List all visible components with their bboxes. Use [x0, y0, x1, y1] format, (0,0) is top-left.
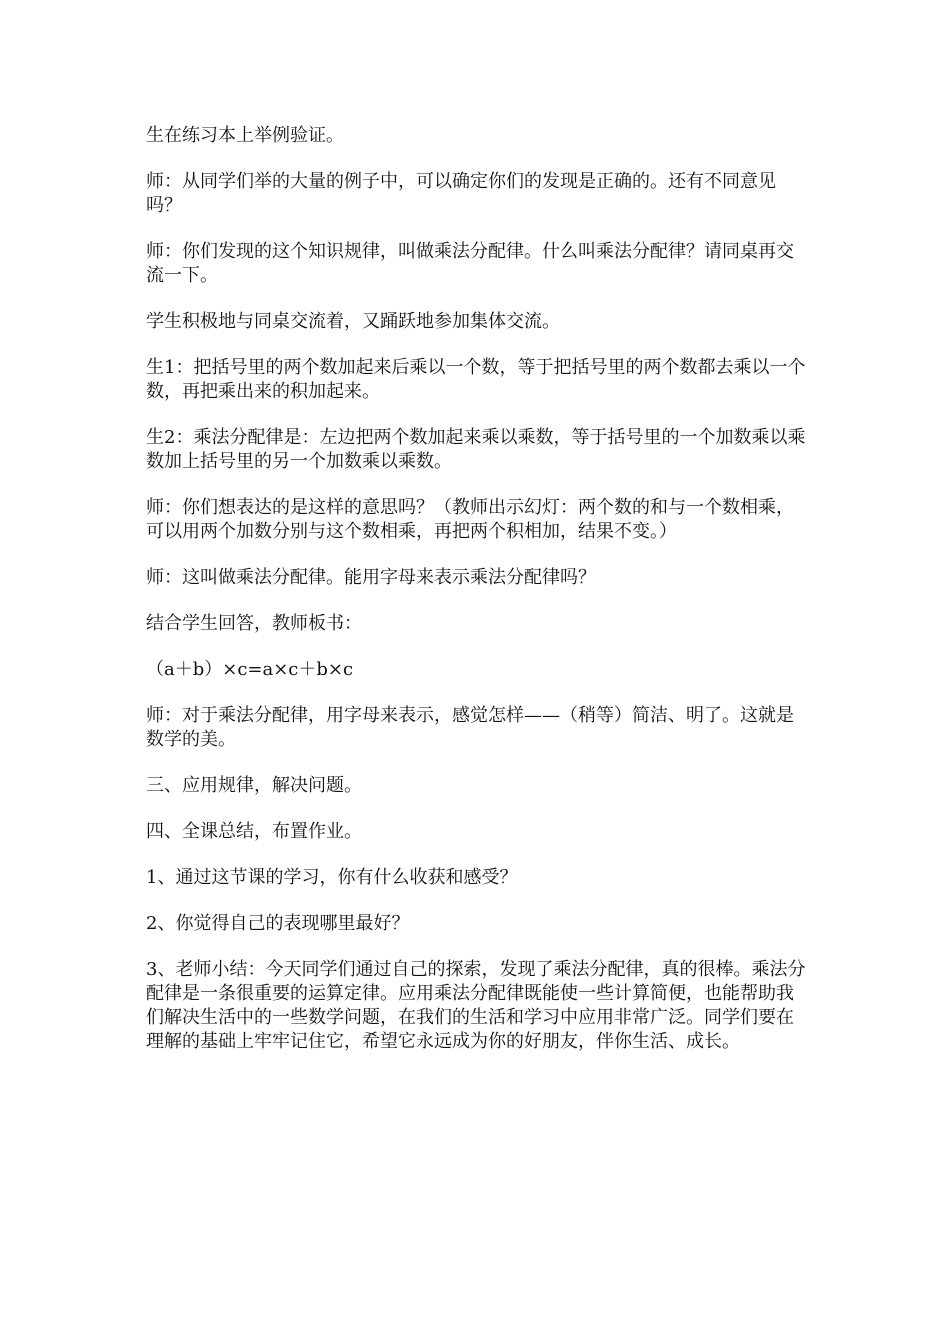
- paragraph-2: 师：从同学们举的大量的例子中，可以确定你们的发现是正确的。还有不同意见吗？: [146, 171, 776, 216]
- paragraph-3: 师：你们发现的这个知识规律，叫做乘法分配律。什么叫乘法分配律？请同桌再交流一下。: [146, 241, 794, 286]
- paragraph-1: 生在练习本上举例验证。: [146, 125, 344, 146]
- paragraph-7: 师：你们想表达的是这样的意思吗？（教师出示幻灯：两个数的和与一个数相乘，可以用两个加数分别与这个数相乘，再把两个积相加，结果不变。）: [146, 497, 794, 542]
- formula-line: （a＋b）×c=a×c＋b×c: [146, 659, 354, 680]
- list-item-2: 2、你觉得自己的表现哪里最好？: [146, 913, 410, 934]
- paragraph-8: 师：这叫做乘法分配律。能用字母来表示乘法分配律吗？: [146, 567, 596, 588]
- paragraph-11: 师：对于乘法分配律，用字母来表示，感觉怎样——（稍等）简洁、明了。这就是数学的美。: [146, 705, 794, 750]
- paragraph-4: 学生积极地与同桌交流着，又踊跃地参加集体交流。: [146, 311, 560, 332]
- paragraph-5: 生1：把括号里的两个数加起来后乘以一个数，等于把括号里的两个数都去乘以一个数，再把乘出来的积加起来。: [146, 357, 806, 402]
- paragraph-9: 结合学生回答，教师板书：: [146, 613, 362, 634]
- list-item-1: 1、通过这节课的学习，你有什么收获和感受？: [146, 867, 518, 888]
- section-heading-3: 三、应用规律，解决问题。: [146, 775, 362, 796]
- list-item-3: 3、老师小结：今天同学们通过自己的探索，发现了乘法分配律，真的很棒。乘法分配律是一条很重要的运算定律。应用乘法分配律既能使一些计算简便，也能帮助我们解决生活中的一些数学问题，在我们的生活和学习中应用非常广泛。同学们要在理解的基础上牢牢记住它，希望它永远成为你的好朋友，伴你生活、成长。: [146, 959, 806, 1052]
- paragraph-6: 生2：乘法分配律是：左边把两个数加起来乘以乘数，等于括号里的一个加数乘以乘数加上括号里的另一个加数乘以乘数。: [146, 427, 806, 472]
- section-heading-4: 四、全课总结，布置作业。: [146, 821, 362, 842]
- document-body: [146, 124, 810, 1076]
